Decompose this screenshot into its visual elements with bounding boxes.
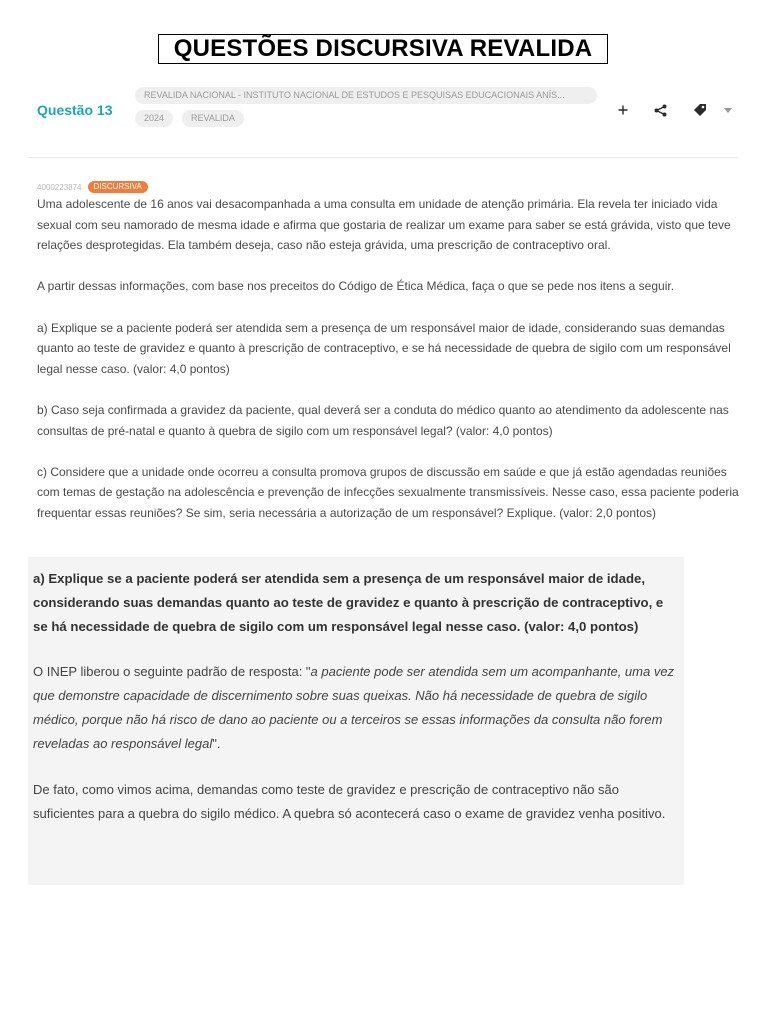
- tag-year[interactable]: 2024: [135, 110, 173, 127]
- tag-exam[interactable]: REVALIDA: [182, 110, 244, 127]
- item-b-text: b) Caso seja confirmada a gravidez da paciente, qual deverá ser a conduta do médico quanto ao atendimento da adolescente nas consultas de pré-natal e quanto à quebra de sigilo com um responsável legal? (valor: 4,0 pontos): [37, 402, 729, 438]
- type-badge: DISCURSIVA: [88, 181, 148, 193]
- add-button[interactable]: [613, 100, 633, 120]
- tag-icon: [693, 103, 707, 117]
- item-a-text: a) Explique se a paciente poderá ser atendida sem a presença de um responsável maior de idade, considerando suas demandas quanto ao teste de gravidez e quanto à prescrição de contraceptivo, e se há necessidade de quebra de sigilo com um responsável legal nesse caso. (valor: 4,0 pontos): [37, 320, 731, 376]
- case-text: Uma adolescente de 16 anos vai desacompanhada a uma consulta em unidade de atenção primária. Ela revela ter iniciado vida sexual com seu namorado de mesma idade e afirma que gostaria de realizar um exame para saber se está grávida, visto que teve relações desprotegidas. Ela também deseja, caso não esteja grávida, uma prescrição de contraceptivo oral.: [37, 197, 731, 253]
- tag-source[interactable]: REVALIDA NACIONAL - INSTITUTO NACIONAL DE ESTUDOS E PESQUISAS EDUCACIONAIS ANÍS...: [135, 87, 597, 104]
- answer-comment: De fato, como vimos acima, demandas como teste de gravidez e prescrição de contraceptivo não são suficientes para a quebra do sigilo médico. A quebra só acontecerá caso o exame de gravidez venha positivo.: [33, 782, 666, 822]
- header-divider: [28, 157, 738, 158]
- answer-panel: [28, 557, 684, 885]
- instruction-text: A partir dessas informações, com base nos preceitos do Código de Ética Médica, faça o que se pede nos itens a seguir.: [37, 279, 675, 294]
- inep-prefix: O INEP liberou o seguinte padrão de resposta: ": [33, 664, 311, 680]
- inep-quote: a paciente pode ser atendida sem um acompanhante, uma vez que demonstre capacidade de discernimento sobre suas queixas. Não há necessidade de quebra de sigilo médico, porque não há risco de dano ao paciente ou a terceiros se essas informações da consulta não forem reveladas ao responsável legal: [33, 664, 675, 752]
- question-id: 4000223874: [37, 182, 82, 192]
- document-title: QUESTÕES DISCURSIVA REVALIDA: [158, 34, 608, 64]
- question-statement: [37, 194, 742, 544]
- answer-question-repeat: a) Explique se a paciente poderá ser atendida sem a presença de um responsável maior de idade, considerando suas demandas quanto ao teste de gravidez e quanto à prescrição de contraceptivo, e se há necessidade de quebra de sigilo com um responsável legal nesse caso. (valor: 4,0 pontos): [33, 571, 664, 634]
- more-dropdown[interactable]: [718, 100, 738, 120]
- question-header: [0, 80, 768, 160]
- item-c-text: c) Considere que a unidade onde ocorreu a consulta promova grupos de discussão em saúde e que já estão agendadas reuniões com temas de gestação na adolescência e prevenção de infecções sexualmente transmissíveis. Nesse caso, essa paciente poderia frequentar essas reuniões? Se sim, seria necessária a autorização de um responsável? Explique. (valor: 2,0 pontos): [37, 464, 739, 520]
- question-meta: [37, 181, 148, 193]
- tag-button[interactable]: [690, 100, 710, 120]
- question-number: Questão 13: [37, 102, 113, 118]
- plus-icon: [618, 105, 628, 115]
- chevron-down-icon: [724, 108, 732, 113]
- inep-answer: [33, 660, 678, 756]
- inep-suffix: ".: [212, 736, 221, 752]
- share-button[interactable]: [650, 100, 670, 120]
- share-icon: [654, 104, 667, 117]
